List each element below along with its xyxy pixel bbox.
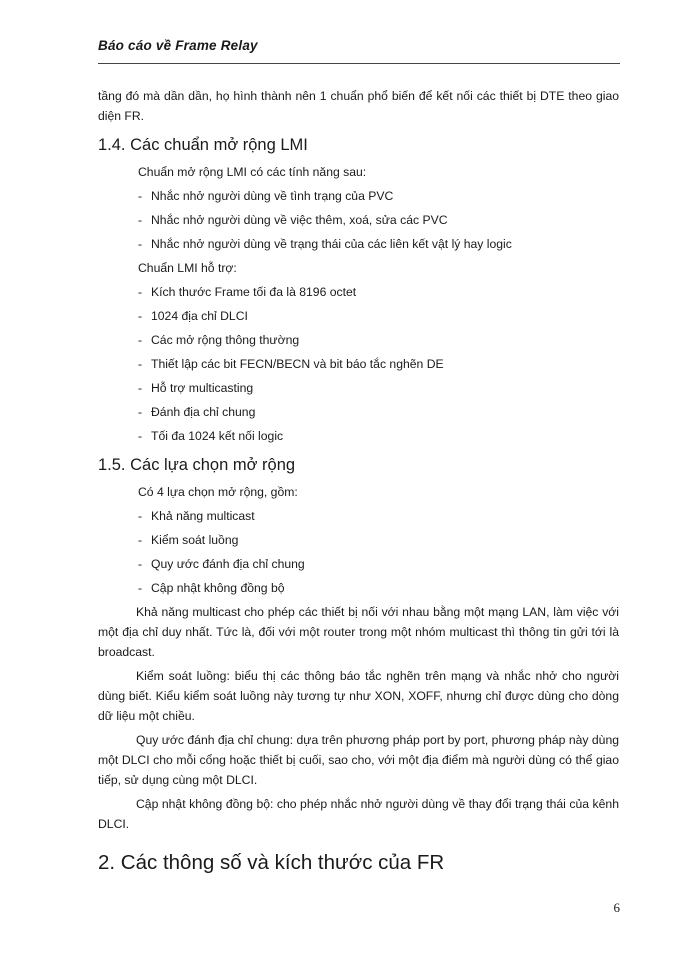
list-item-text: Nhắc nhở người dùng về trạng thái của các liên kết vật lý hay logic [151,237,512,251]
features-intro: Chuẩn mở rộng LMI có các tính năng sau: [138,165,367,179]
list-item [138,306,619,326]
list-item-text: 1024 địa chỉ DLCI [151,309,248,323]
dash-bullet: - [138,509,143,523]
list-item-text: Thiết lập các bit FECN/BECN và bit báo tắc nghẽn DE [151,357,444,371]
support-list [98,282,619,446]
list-item-text: Các mở rộng thông thường [151,333,300,347]
list-item-text: Hỗ trợ multicasting [151,381,254,395]
list-item [138,402,619,422]
list-item [138,530,619,550]
intro-paragraph: tầng đó mà dần dần, họ hình thành nên 1 chuẩn phổ biến để kết nối các thiết bị DTE theo giao diện FR. [98,89,619,123]
dash-bullet: - [138,581,143,595]
features-list [98,186,619,254]
list-item [138,330,619,350]
list-item [138,378,619,398]
list-item [138,210,619,230]
support-intro: Chuẩn LMI hỗ trợ: [138,261,237,275]
list-item-text: Đánh địa chỉ chung [151,405,256,419]
dash-bullet: - [138,285,143,299]
list-item-text: Kiểm soát luồng [151,533,239,547]
dash-bullet: - [138,357,143,371]
multicast-paragraph: Khả năng multicast cho phép các thiết bị nối với nhau bằng một mạng LAN, làm việc với một địa chỉ duy nhất. Tức là, đối với một router trong một nhóm multicast thì thông tin gửi tới là broadcast. [98,605,619,659]
list-item-text: Cập nhật không đồng bộ [151,581,285,595]
dash-bullet: - [138,309,143,323]
dash-bullet: - [138,557,143,571]
options-list [98,506,619,598]
list-item-text: Khả năng multicast [151,509,255,523]
page-header-title: Báo cáo về Frame Relay [98,38,258,53]
list-item [138,186,619,206]
list-item [138,234,619,254]
list-item [138,282,619,302]
list-item [138,578,619,598]
section-2-heading: 2. Các thông số và kích thước của FR [98,851,445,874]
dash-bullet: - [138,405,143,419]
document-body [98,86,619,876]
list-item [138,554,619,574]
list-item-text: Nhắc nhở người dùng về tình trạng của PVC [151,189,394,203]
options-intro: Có 4 lựa chọn mở rộng, gồm: [138,485,298,499]
header-divider [98,63,620,64]
section-1-5-heading: 1.5. Các lựa chọn mở rộng [98,456,296,474]
list-item-text: Kích thước Frame tối đa là 8196 octet [151,285,357,299]
dash-bullet: - [138,381,143,395]
list-item-text: Quy ước đánh địa chỉ chung [151,557,305,571]
list-item [138,506,619,526]
list-item [138,354,619,374]
list-item-text: Tối đa 1024 kết nối logic [151,429,284,443]
dash-bullet: - [138,189,143,203]
dash-bullet: - [138,533,143,547]
flow-control-paragraph: Kiểm soát luồng: biểu thị các thông báo tắc nghẽn trên mạng và nhắc nhở cho người dùng biết. Kiểu kiểm soát luồng này tương tự như XON, XOFF, nhưng chỉ được dùng cho dòng dữ liệu một chiều. [98,669,619,723]
async-update-paragraph: Cập nhật không đồng bộ: cho phép nhắc nhở người dùng về thay đổi trạng thái của kênh DLCI. [98,797,619,831]
dash-bullet: - [138,429,143,443]
section-1-4-heading: 1.4. Các chuẩn mở rộng LMI [98,136,308,154]
dash-bullet: - [138,237,143,251]
list-item [138,426,619,446]
addressing-paragraph: Quy ước đánh địa chỉ chung: dựa trên phương pháp port by port, phương pháp này dùng một DLCI cho mỗi cổng hoặc thiết bị cuối, sao cho, với một địa điểm mà người dùng có thể giao tiếp, sử dụng cùng một DLCI. [98,733,619,787]
list-item-text: Nhắc nhở người dùng về việc thêm, xoá, sửa các PVC [151,213,448,227]
dash-bullet: - [138,213,143,227]
dash-bullet: - [138,333,143,347]
page-number: 6 [613,900,620,915]
